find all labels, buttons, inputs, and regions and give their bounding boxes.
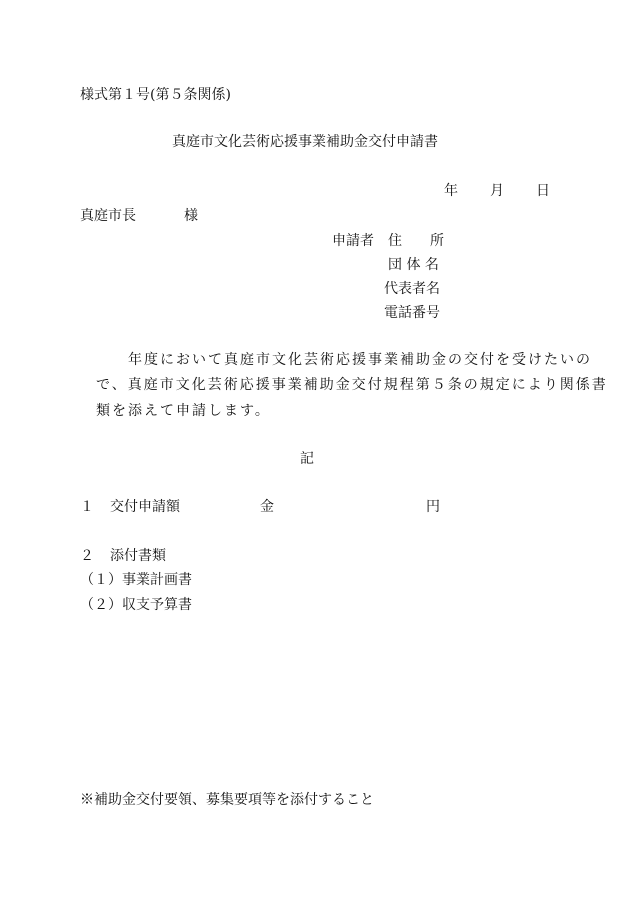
item2-sub1: （１）事業計画書 (80, 572, 192, 588)
addressee-name: 真庭市長 (80, 208, 136, 224)
ki-heading: 記 (300, 451, 314, 467)
applicant-address-label: 住 所 (388, 233, 444, 249)
body-line-2: で、真庭市文化芸術応援事業補助金交付規程第５条の規定により関係書 (96, 377, 608, 393)
applicant-rep-label: 代表者名 (384, 281, 440, 297)
date-day: 日 (536, 183, 550, 199)
document-title: 真庭市文化芸術応援事業補助金交付申請書 (172, 134, 438, 150)
form-number: 様式第１号(第５条関係) (80, 87, 231, 103)
footnote: ※補助金交付要領、募集要項等を添付すること (80, 792, 374, 808)
item1-yen: 円 (426, 499, 440, 515)
applicant-org-label: 団 体 名 (388, 257, 439, 273)
date-month: 月 (490, 183, 504, 199)
item2-label: 添付書類 (110, 548, 166, 564)
applicant-label: 申請者 (332, 233, 374, 249)
item1-kin: 金 (260, 499, 274, 515)
item2-sub2: （２）収支予算書 (80, 597, 192, 613)
date-year: 年 (444, 183, 458, 199)
addressee-honorific: 様 (184, 208, 198, 224)
item1-label: 交付申請額 (110, 499, 180, 515)
body-line-3: 類を添えて申請します。 (96, 403, 271, 419)
body-line-1: 年度において真庭市文化芸術応援事業補助金の交付を受けたいの (128, 352, 592, 368)
item2-number: ２ (80, 548, 94, 564)
applicant-phone-label: 電話番号 (384, 305, 440, 321)
item1-number: １ (80, 499, 94, 515)
